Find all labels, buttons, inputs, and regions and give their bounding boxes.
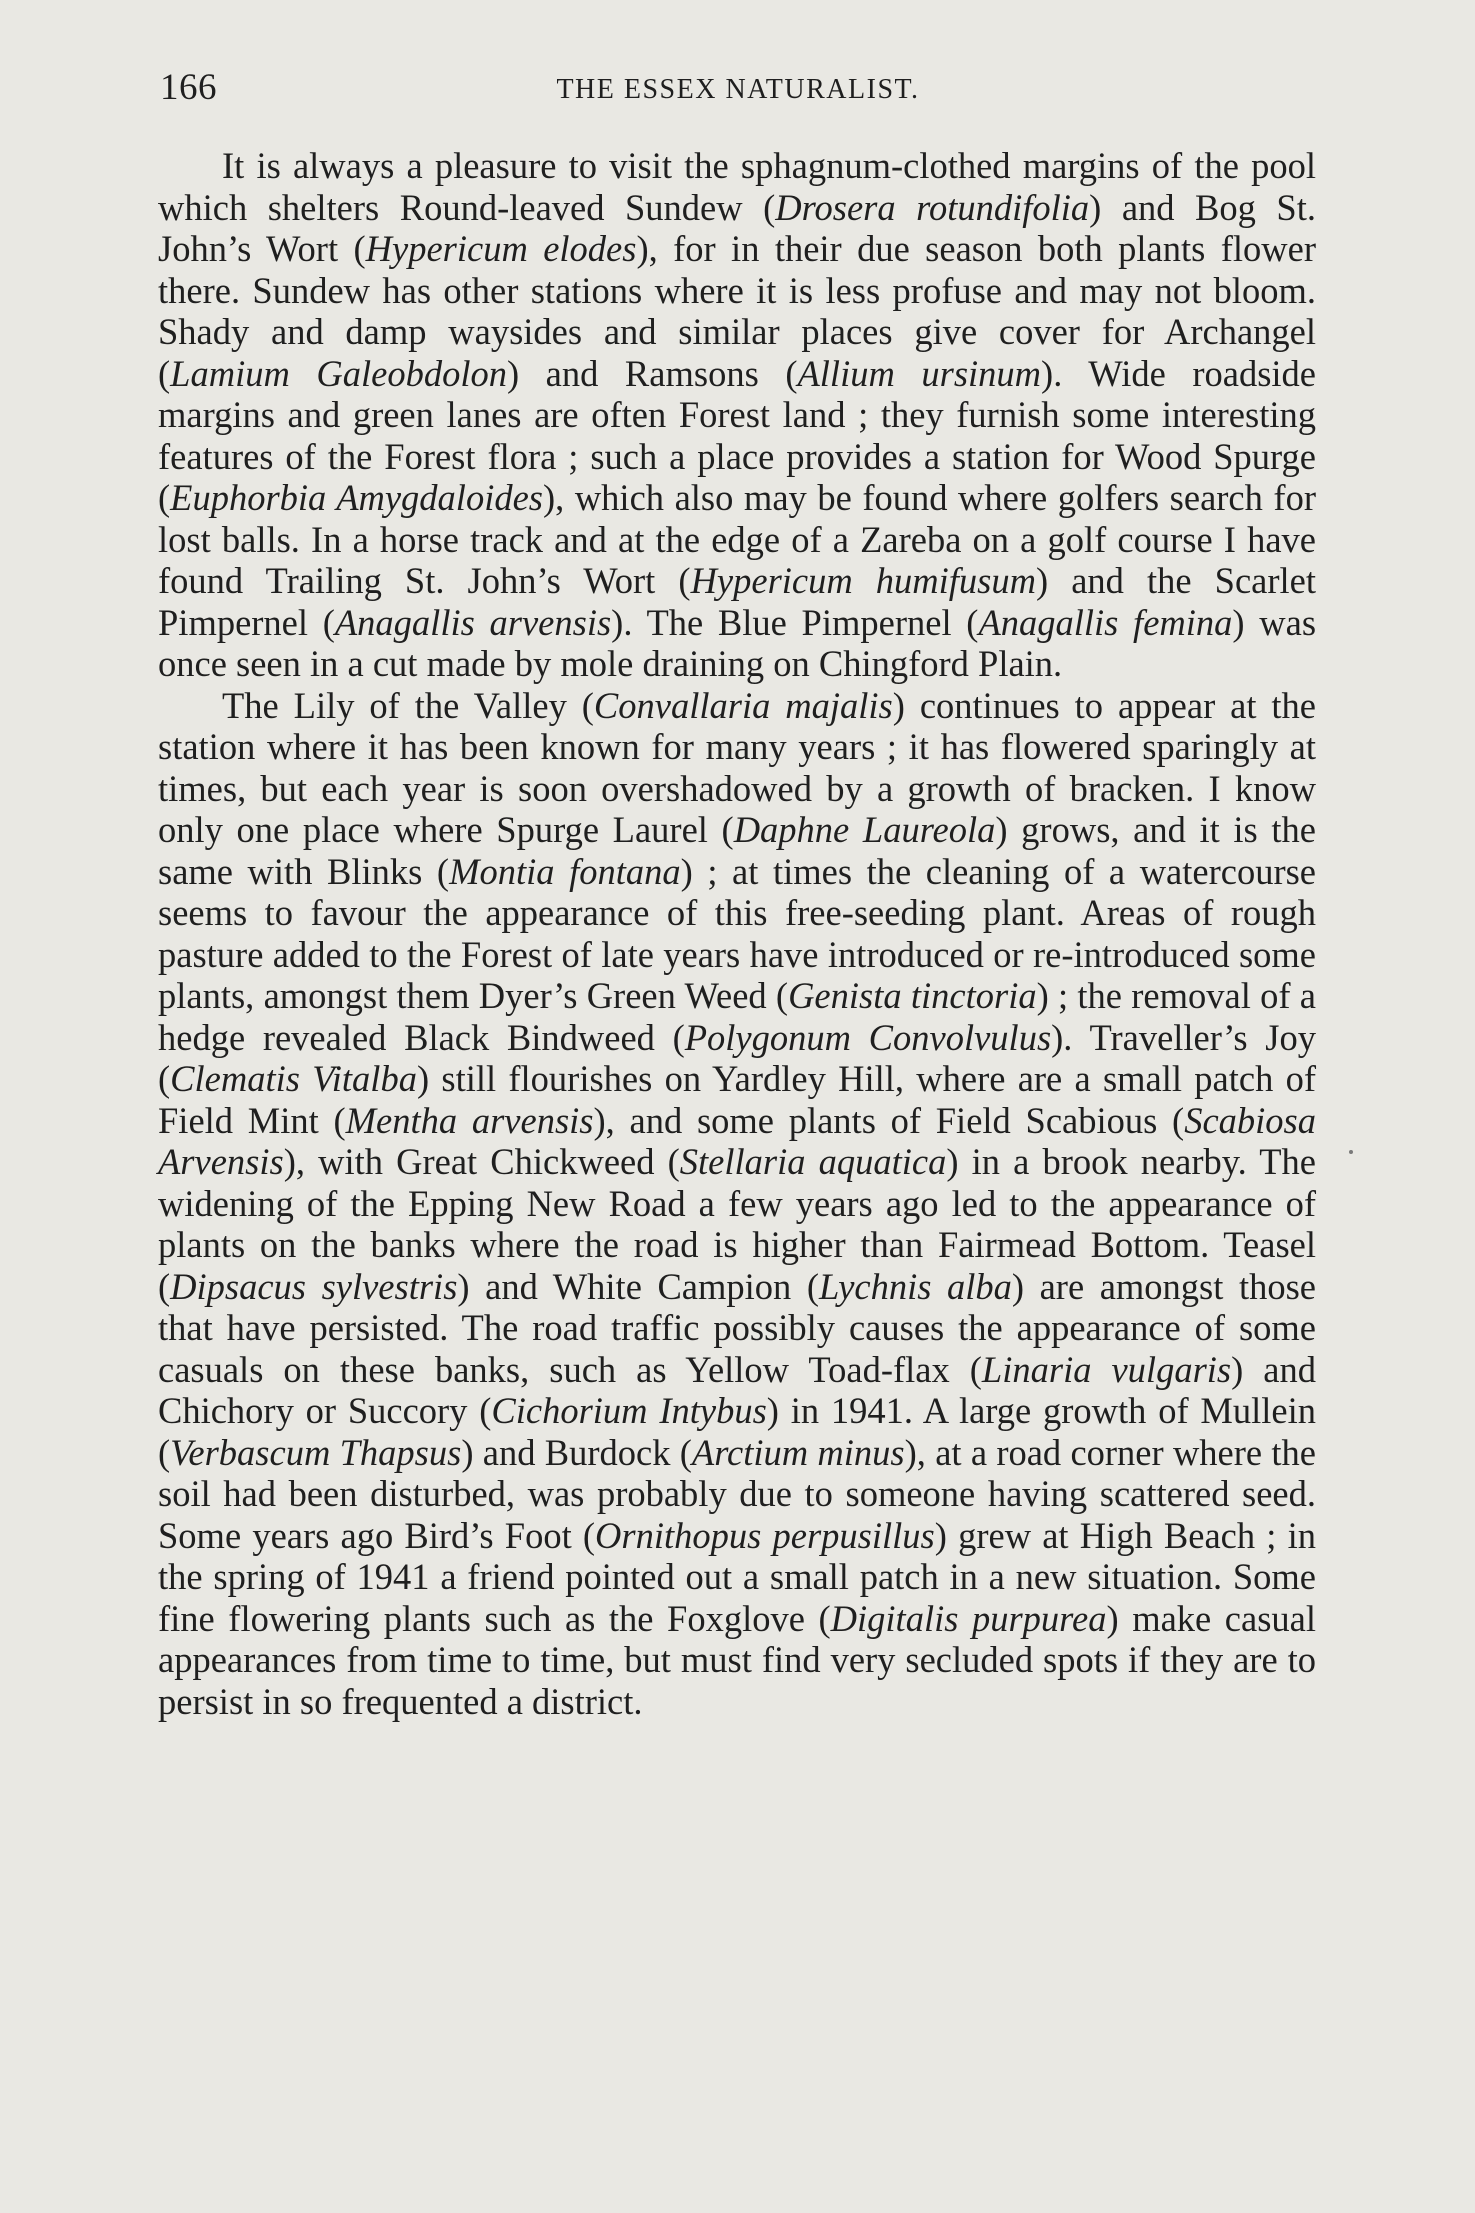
species-name: Mentha arvensis [345, 1099, 594, 1141]
species-name: Hypericum elodes [365, 228, 637, 269]
paragraph [158, 145, 1316, 685]
text-run: ) and White Campion ( [457, 1265, 819, 1307]
text-run: ) continues to appear at the station where it has been known for many years ; it has flowered sparingly at times, but each year is soon overshadowed by a growth of bracken. I know only one place where Spurge Laurel ( [158, 684, 1316, 850]
species-name: Convallaria majalis [593, 684, 893, 726]
text-run: ). Wide roadside margins and green lanes are often Forest land ; they furnish some interesting features of the Forest flora ; such a place provides a station for Wood Spurge ( [158, 352, 1317, 518]
species-name: Montia fontana [449, 850, 681, 892]
species-name: Euphorbia Amygdaloides [170, 477, 543, 518]
text-run: ). Traveller’s Joy ( [158, 1016, 1316, 1099]
species-name: Digitalis purpurea [830, 1597, 1107, 1639]
species-name: Cichorium Intybus [491, 1390, 767, 1431]
text-run: ) in a brook nearby. The widening of the Epping New Road a few years ago led to the appearance of plants on the banks where the road is higher than Fairmead Bottom. Teasel ( [158, 1141, 1316, 1307]
print-speck [1349, 1150, 1353, 1154]
text-run: ), for in their due season both plants flower there. Sundew has other stations where it is less profuse and may not bloom. Shady and damp waysides and similar places give cover for Archangel ( [158, 228, 1316, 394]
text-run: ), and some plants of Field Scabious ( [593, 1099, 1185, 1141]
text-run: ) and Bog St. John’s Wort ( [158, 186, 1316, 269]
species-name: Arctium minus [691, 1431, 905, 1473]
species-name: Scabiosa Arvensis [158, 1099, 1316, 1182]
text-run: ) and the Scarlet Pimpernel ( [158, 560, 1316, 643]
species-name: Genista tinctoria [788, 975, 1037, 1016]
text-run: ) in 1941. A large growth of Mullein ( [158, 1390, 1316, 1473]
text-run: The Lily of the Valley ( [222, 684, 594, 726]
text-run: ) grows, and it is the same with Blinks ( [158, 809, 1316, 892]
text-run: ) and Burdock ( [461, 1431, 692, 1473]
text-run: ) and Chichory or Succory ( [158, 1348, 1316, 1431]
text-run: ) are amongst those that have persisted. The road traffic possibly causes the appearance of some casuals on these banks, such as Yellow Toad-flax ( [158, 1265, 1316, 1390]
text-run: ) still flourishes on Yardley Hill, where are a small patch of Field Mint ( [158, 1058, 1316, 1141]
species-name: Ornithopus perpusillus [595, 1514, 935, 1556]
species-name: Allium ursinum [797, 352, 1042, 394]
text-run: ) was once seen in a cut made by mole draining on Chingford Plain. [158, 601, 1317, 684]
species-name: Linaria vulgaris [981, 1348, 1232, 1390]
species-name: Stellaria aquatica [679, 1141, 947, 1182]
text-run: It is always a pleasure to visit the sphagnum-clothed margins of the pool which shelters Round-leaved Sundew ( [158, 145, 1316, 228]
species-name: Hypericum humifusum [690, 560, 1036, 601]
species-name: Lychnis alba [818, 1265, 1012, 1307]
page-number: 166 [160, 67, 217, 108]
species-name: Lamium Galeobdolon [170, 352, 507, 394]
body-text [158, 145, 1316, 1722]
text-run: ), at a road corner where the soil had been disturbed, was probably due to someone having scattered seed. Some years ago Bird’s Foot ( [158, 1431, 1316, 1556]
page-header [160, 66, 1316, 116]
text-run: ) grew at High Beach ; in the spring of 1941 a friend pointed out a small patch in a new situation. Some fine flowering plants such as the Foxglove ( [158, 1514, 1316, 1639]
species-name: Clematis Vitalba [170, 1058, 417, 1099]
text-run: ) ; at times the cleaning of a watercourse seems to favour the appearance of this free-seeding plant. Areas of rough pasture added to the Forest of late years have introduced or re-introduced some plants, amongst them Dyer’s Green Weed ( [158, 850, 1317, 1016]
text-run: ). The Blue Pimpernel ( [611, 601, 979, 643]
species-name: Drosera rotundifolia [775, 186, 1090, 228]
paragraph [158, 685, 1316, 1723]
text-run: ), with Great Chickweed ( [283, 1141, 680, 1182]
text-run: ) ; the removal of a hedge revealed Black Bindweed ( [158, 975, 1316, 1058]
species-name: Anagallis arvensis [334, 601, 612, 643]
text-run: ) and Ramsons ( [506, 352, 798, 394]
species-name: Dipsacus sylvestris [170, 1265, 458, 1307]
text-run: ) make casual appearances from time to time, but must find very secluded spots if they are to persist in so frequented a district. [158, 1597, 1316, 1722]
species-name: Daphne Laureola [733, 809, 996, 850]
species-name: Verbascum Thapsus [170, 1431, 462, 1473]
species-name: Anagallis femina [978, 601, 1233, 643]
text-run: ), which also may be found where golfers search for lost balls. In a horse track and at the edge of a Zareba on a golf course I have found Trailing St. John’s Wort ( [158, 477, 1316, 601]
running-title: THE ESSEX NATURALIST. [556, 74, 920, 105]
species-name: Polygonum Convolvulus [684, 1016, 1052, 1058]
